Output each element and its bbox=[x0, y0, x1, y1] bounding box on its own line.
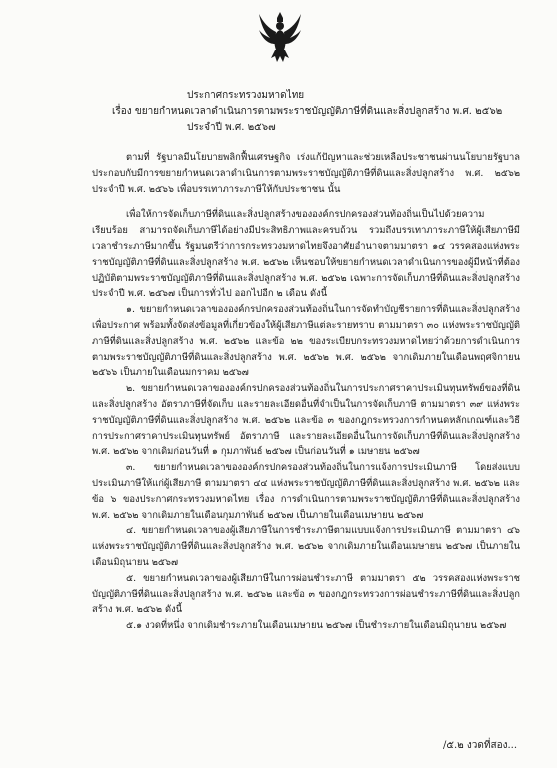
paragraph-item-5: ๕. ขยายกำหนดเวลาของผู้เสียภาษีในการผ่อนชำระภาษี ตามมาตรา ๕๒ วรรคสองแห่งพระราชบัญญัติภาษีที่ดินและสิ่งปลูกสร้าง พ.ศ. ๒๕๖๒ และข้อ ๓ ของกฎกระทรวงการผ่อนชำระภาษีที่ดินและสิ่งปลูกสร้าง พ.ศ. ๒๕๖๒ ดังนี้ bbox=[92, 572, 520, 616]
garuda-emblem-icon bbox=[258, 12, 302, 64]
paragraph-item-5-1: ๕.๑ งวดที่หนึ่ง จากเดิมชำระภายในเดือนเมษายน ๒๕๖๗ เป็นชำระภายในเดือนมิถุนายน ๒๕๖๗ bbox=[126, 620, 507, 632]
header-year: ประจำปี พ.ศ. ๒๕๖๗ bbox=[187, 122, 276, 133]
header-subject-line bbox=[112, 104, 502, 119]
paragraph-item-4: ๔. ขยายกำหนดเวลาของผู้เสียภาษีในการชำระภาษีตามแบบแจ้งการประเมินภาษี ตามมาตรา ๔๖ แห่งพระราชบัญญัติภาษีที่ดินและสิ่งปลูกสร้าง พ.ศ. ๒๕๖๒ จากเดิมภายในเดือนเมษายน ๒๕๖๗ เป็นภายในเดือนมิถุนายน ๒๕๖๗ bbox=[92, 525, 520, 568]
paragraph-item-2: ๒. ขยายกำหนดเวลาขององค์กรปกครองส่วนท้องถิ่นในการประกาศราคาประเมินทุนทรัพย์ของที่ดินและสิ่งปลูกสร้าง อัตราภาษีที่จัดเก็บ และรายละเอียดอื่นที่จำเป็นในการจัดเก็บภาษี ตามมาตรา ๓๙ แห่งพระราชบัญญัติภาษีที่ดินและสิ่งปลูกสร้าง พ.ศ. ๒๕๖๒ และข้อ ๓ ของกฎกระทรวงการกำหนดหลักเกณฑ์และวิธีการประกาศราคาประเมินทุนทรัพย์ อัตราภาษี และรายละเอียดอื่นในการจัดเก็บภาษีที่ดินและสิ่งปลูกสร้าง พ.ศ. ๒๕๖๒ จากเดิมก่อนวันที่ ๑ กุมภาพันธ์ ๒๕๖๗ เป็นก่อนวันที่ ๑ เมษายน ๒๕๖๗ bbox=[92, 383, 520, 458]
paragraph-item-1: ๑. ขยายกำหนดเวลาขององค์กรปกครองส่วนท้องถิ่นในการจัดทำบัญชีรายการที่ดินและสิ่งปลูกสร้างเพื่อประกาศ พร้อมทั้งจัดส่งข้อมูลที่เกี่ยวข้องให้ผู้เสียภาษีแต่ละรายทราบ ตามมาตรา ๓๐ แห่งพระราชบัญญัติภาษีที่ดินและสิ่งปลูกสร้าง พ.ศ. ๒๕๖๒ และข้อ ๒๒ ของระเบียบกระทรวงมหาดไทยว่าด้วยการดำเนินการตามพระราชบัญญัติภาษีที่ดินและสิ่งปลูกสร้าง พ.ศ. ๒๕๖๒ พ.ศ. ๒๕๖๒ จากเดิมภายในเดือนพฤศจิกายน ๒๕๖๖ เป็นภายในเดือนมกราคม ๒๕๖๗ bbox=[92, 304, 520, 379]
header-subject-label: เรื่อง bbox=[112, 106, 132, 117]
next-page-indicator: /๕.๒ งวดที่สอง... bbox=[443, 740, 517, 751]
header-subject: ขยายกำหนดเวลาดำเนินการตามพระราชบัญญัติภาษีที่ดินและสิ่งปลูกสร้าง พ.ศ. ๒๕๖๒ bbox=[134, 106, 503, 117]
header-org: ประกาศกระทรวงมหาดไทย bbox=[187, 90, 305, 101]
paragraph-intro: เพื่อให้การจัดเก็บภาษีที่ดินและสิ่งปลูกสร้างขององค์กรปกครองส่วนท้องถิ่นเป็นไปด้วยความเรียบร้อย สามารถจัดเก็บภาษีได้อย่างมีประสิทธิภาพและครบถ้วน รวมถึงบรรเทาภาระภาษีให้ผู้เสียภาษีมีเวลาชำระภาษีมากขึ้น รัฐมนตรีว่าการกระทรวงมหาดไทยจึงอาศัยอำนาจตามมาตรา ๑๔ วรรคสองแห่งพระราชบัญญัติภาษีที่ดินและสิ่งปลูกสร้าง พ.ศ. ๒๕๖๒ เห็นชอบให้ขยายกำหนดเวลาดำเนินการของผู้มีหน้าที่ต้องปฏิบัติตามพระราชบัญญัติภาษีที่ดินและสิ่งปลูกสร้าง พ.ศ. ๒๕๖๒ เฉพาะการจัดเก็บภาษีที่ดินและสิ่งปลูกสร้าง ประจำปี พ.ศ. ๒๕๖๗ เป็นการทั่วไป ออกไปอีก ๒ เดือน ดังนี้ bbox=[92, 209, 520, 300]
document-body bbox=[92, 150, 520, 634]
paragraph-item-3: ๓. ขยายกำหนดเวลาขององค์กรปกครองส่วนท้องถิ่นในการแจ้งการประเมินภาษี โดยส่งแบบประเมินภาษีให้แก่ผู้เสียภาษี ตามมาตรา ๔๔ แห่งพระราชบัญญัติภาษีที่ดินและสิ่งปลูกสร้าง พ.ศ. ๒๕๖๒ และข้อ ๖ ของประกาศกระทรวงมหาดไทย เรื่อง การดำเนินการตามพระราชบัญญัติภาษีที่ดินและสิ่งปลูกสร้าง พ.ศ. ๒๕๖๒ จากเดิมภายในเดือนกุมภาพันธ์ ๒๕๖๗ เป็นภายในเดือนเมษายน ๒๕๖๗ bbox=[92, 462, 520, 521]
paragraph-preamble: ตามที่ รัฐบาลมีนโยบายพลิกฟื้นเศรษฐกิจ เร่งแก้ปัญหาและช่วยเหลือประชาชนผ่านนโยบายรัฐบาล ประกอบกับมีการขยายกำหนดเวลาดำเนินการตามพระราชบัญญัติภาษีที่ดินและสิ่งปลูกสร้าง พ.ศ. ๒๕๖๒ ประจำปี พ.ศ. ๒๕๖๖ เพื่อบรรเทาภาระภาษีให้กับประชาชน นั้น bbox=[92, 152, 520, 195]
